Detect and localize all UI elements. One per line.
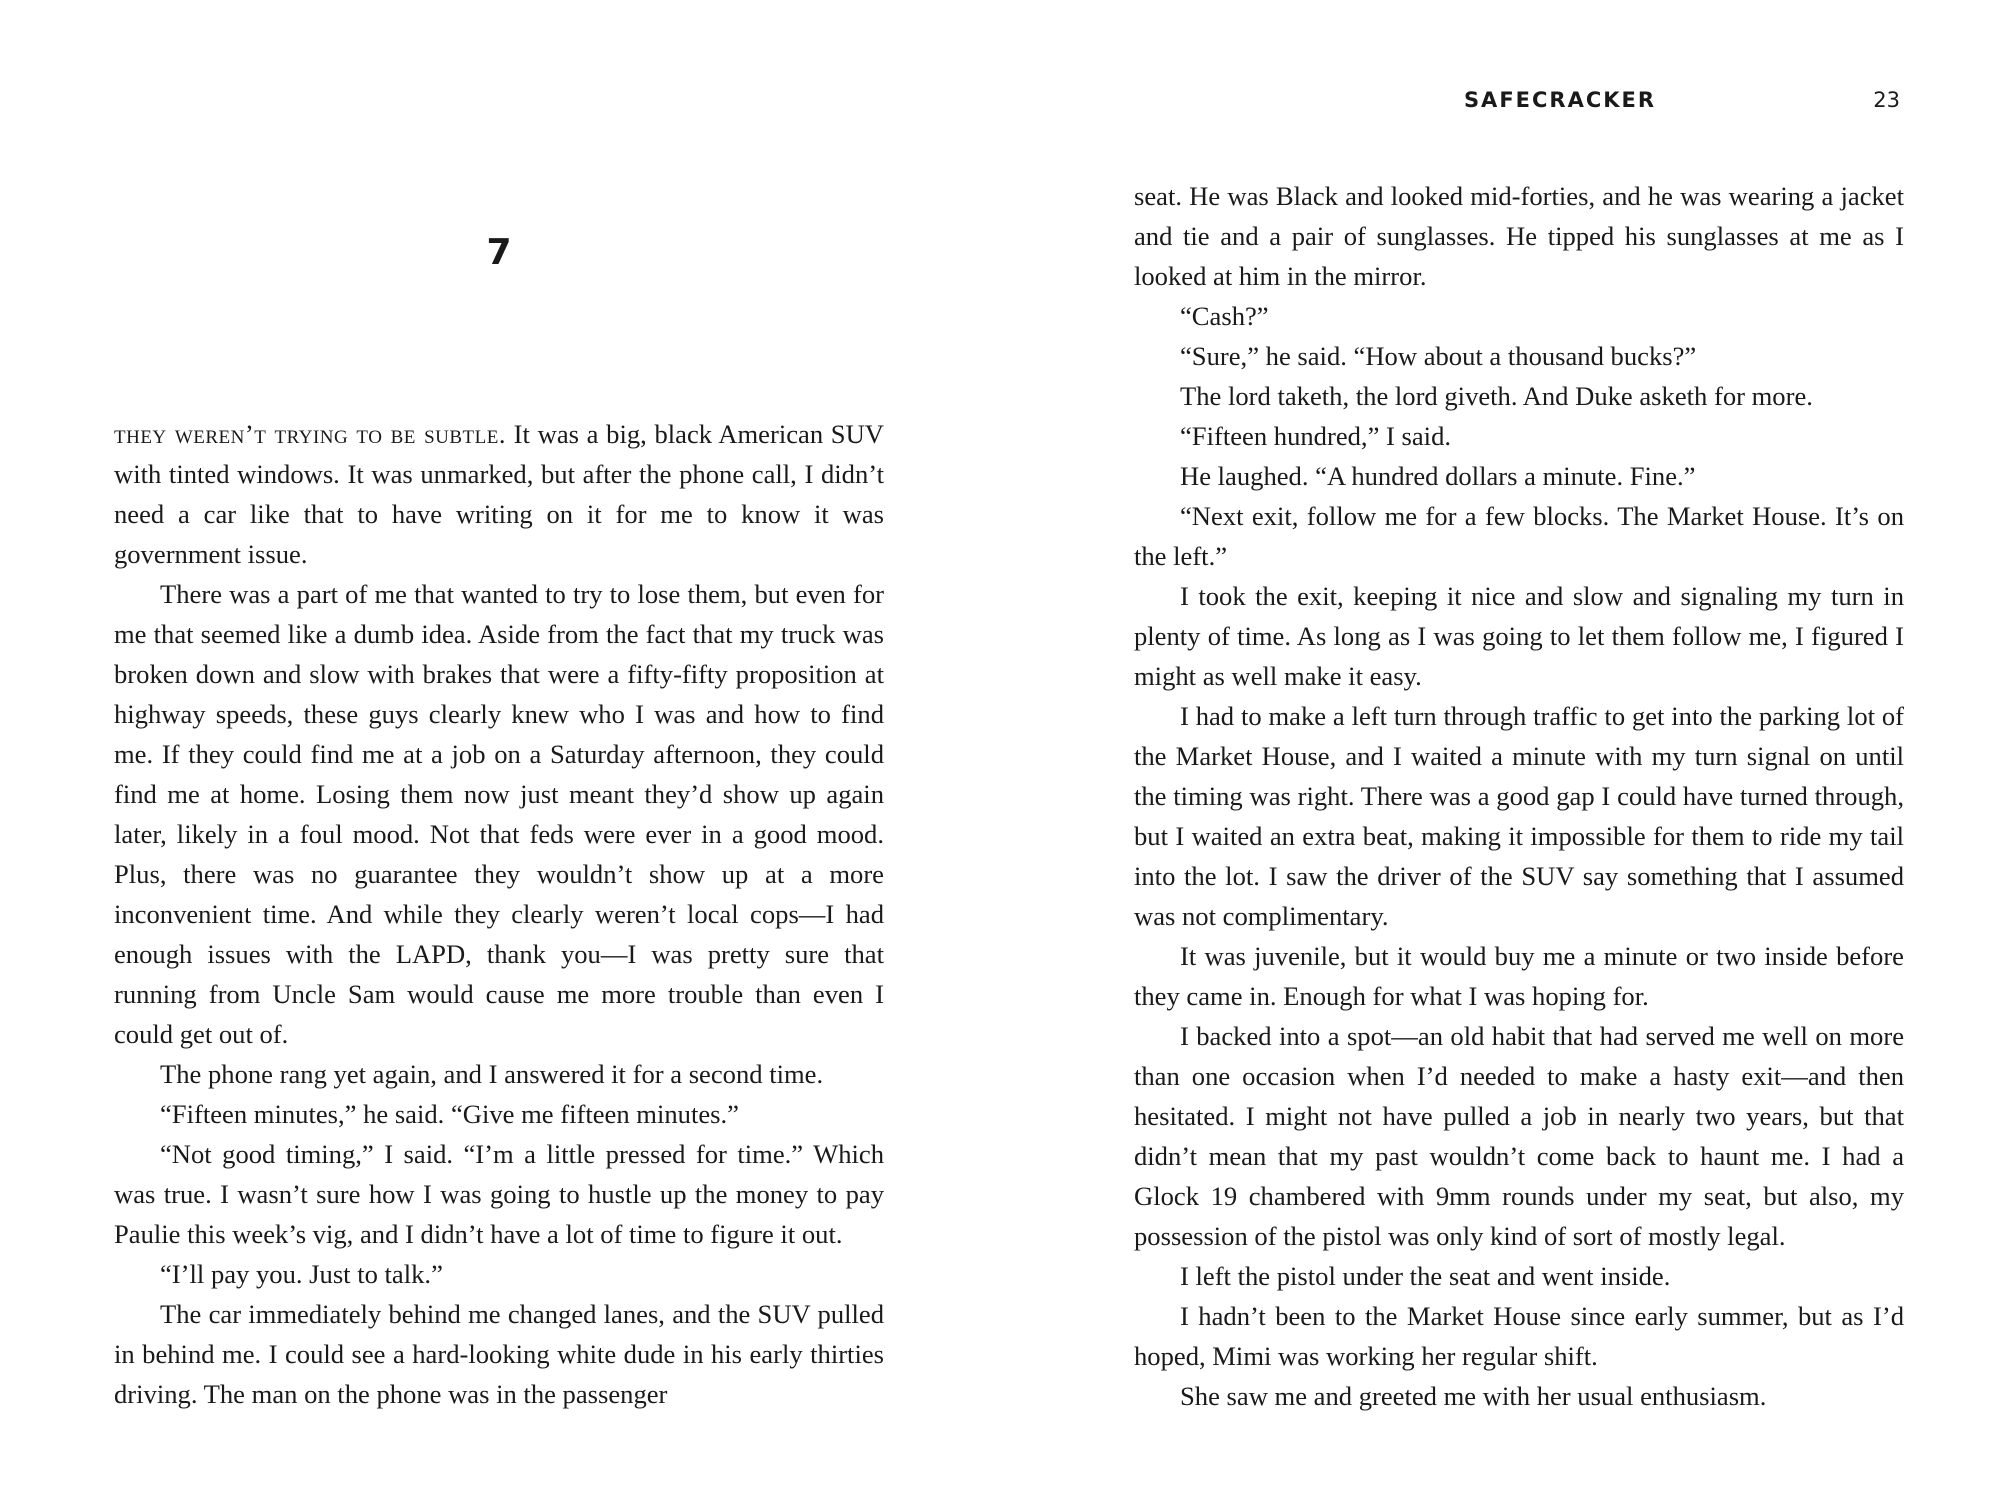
running-title: SAFECRACKER [1463, 88, 1657, 112]
paragraph: The car immediately behind me changed lanes, and the SUV pulled in behind me. I could see a hard-looking white dude in his early thirties driving. The man on the phone was in the passenger [114, 1299, 884, 1409]
chapter-number: 7 [486, 232, 512, 273]
opening-paragraph [114, 414, 884, 574]
paragraph: She saw me and greeted me with her usual enthusiasm. [1180, 1381, 1767, 1411]
paragraph: “Next exit, follow me for a few blocks. The Market House. It’s on the left.” [1134, 501, 1904, 571]
paragraph: I left the pistol under the seat and went inside. [1180, 1261, 1671, 1291]
page-number: 23 [1873, 88, 1900, 112]
paragraph: I had to make a left turn through traffic to get into the parking lot of the Market House, and I waited a minute with my turn signal on until the timing was right. There was a good gap I could have turned through, but I waited an extra beat, making it impossible for them to ride my tail into the lot. I saw the driver of the SUV say something that I assumed was not complimentary. [1134, 701, 1904, 931]
paragraph: I took the exit, keeping it nice and slow and signaling my turn in plenty of time. As long as I was going to let them follow me, I figured I might as well make it easy. [1134, 581, 1904, 691]
paragraph: “Fifteen hundred,” I said. [1180, 421, 1452, 451]
paragraph: The phone rang yet again, and I answered it for a second time. [160, 1059, 824, 1089]
paragraph: There was a part of me that wanted to try to lose them, but even for me that seemed like a dumb idea. Aside from the fact that my truck was broken down and slow with brakes that were a fifty-fifty proposition at highway speeds, these guys clearly knew who I was and how to find me. If they could find me at a job on a Saturday afternoon, they could find me at home. Losing them now just meant they’d show up again later, likely in a foul mood. Not that feds were ever in a good mood. Plus, there was no guarantee they wouldn’t show up at a more inconvenient time. And while they clearly weren’t local cops—I had enough issues with the LAPD, thank you—I was pretty sure that running from Uncle Sam would cause me more trouble than even I could get out of. [114, 579, 884, 1049]
paragraph: “Cash?” [1180, 301, 1269, 331]
lead-in: they weren’t trying to be subtle. [114, 419, 506, 449]
paragraph: He laughed. “A hundred dollars a minute. Fine.” [1180, 461, 1696, 491]
right-page [1000, 0, 2000, 1500]
paragraph: The lord taketh, the lord giveth. And Duke asketh for more. [1180, 381, 1813, 411]
paragraph: “Fifteen minutes,” he said. “Give me fifteen minutes.” [160, 1099, 739, 1129]
opening-text: It was a big, black American SUV with tinted windows. It was unmarked, but after the phone call, I didn’t need a car like that to have writing on it for me to know it was government issue. [114, 419, 884, 569]
paragraph: It was juvenile, but it would buy me a minute or two inside before they came in. Enough for what I was hoping for. [1134, 941, 1904, 1011]
left-page-body [114, 414, 884, 1414]
paragraph: I backed into a spot—an old habit that had served me well on more than one occasion when I’d needed to make a hasty exit—and then hesitated. I might not have pulled a job in nearly two years, but that didn’t mean that my past wouldn’t come back to haunt me. I had a Glock 19 chambered with 9mm rounds under my seat, but also, my possession of the pistol was only kind of sort of mostly legal. [1134, 1021, 1904, 1251]
paragraph: “Sure,” he said. “How about a thousand bucks?” [1180, 341, 1697, 371]
continued-paragraph: seat. He was Black and looked mid-forties, and he was wearing a jacket and tie and a pair of sunglasses. He tipped his sunglasses at me as I looked at him in the mirror. [1134, 181, 1904, 291]
right-page-body [1134, 176, 1904, 1416]
paragraph: I hadn’t been to the Market House since early summer, but as I’d hoped, Mimi was working her regular shift. [1134, 1301, 1904, 1371]
paragraph: “I’ll pay you. Just to talk.” [160, 1259, 443, 1289]
paragraph: “Not good timing,” I said. “I’m a little pressed for time.” Which was true. I wasn’t sure how I was going to hustle up the money to pay Paulie this week’s vig, and I didn’t have a lot of time to figure it out. [114, 1139, 884, 1249]
